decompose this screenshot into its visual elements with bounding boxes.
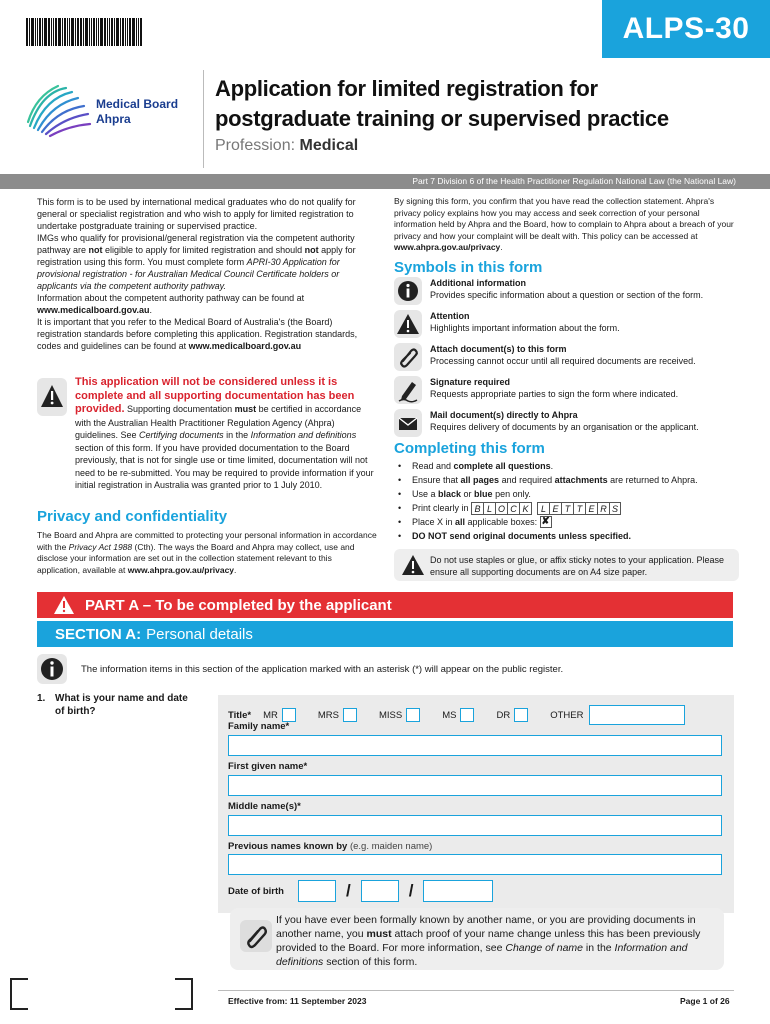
list-item: • DO NOT send original documents unless specified.	[394, 529, 739, 543]
warning-block: This application will not be considered unless it is complete and all supporting documentation has been provided. Supporting documentation must be certified in accordance with the Australian Health Practitioner Regulation Agency (Ahpra) guidelines. See Certifying documents in the Information and definitions section of this form. If you have provided documentation to the Board previously, that is not for single use or time limited, documentation will not need to be re-submitted. You may be required to provide information if your initial registration in Australia was granted prior to 1 July 2010.	[37, 376, 377, 492]
symbols-heading: Symbols in this form	[394, 258, 543, 276]
question-1: 1. What is your name and date of birth?	[37, 693, 188, 717]
barcode-bar	[127, 18, 128, 46]
part-a-banner: PART A – To be completed by the applicant	[37, 592, 733, 618]
crop-mark-right	[175, 978, 193, 1010]
barcode	[26, 18, 162, 46]
barcode-bar	[136, 18, 137, 46]
section-a-banner: SECTION A: Personal details	[37, 621, 733, 647]
middle-names-label: Middle name(s)*	[228, 801, 301, 812]
right-column	[394, 196, 739, 581]
symbol-additional-info: Additional information Provides specific information about a question or section of the form.	[394, 277, 739, 305]
barcode-bar	[55, 18, 57, 46]
title-dr-checkbox[interactable]	[514, 708, 528, 722]
barcode-bar	[96, 18, 97, 46]
name-change-attach-note: If you have ever been formally known by another name, or you are providing documents in another name, you must attach proof of your name change unless this has been previously provided to the Board. For more information, see Change of name in the Information and definitions section of this form.	[230, 908, 724, 970]
title-miss-checkbox[interactable]	[406, 708, 420, 722]
middle-names-field[interactable]	[228, 815, 722, 836]
paperclip-icon	[240, 920, 272, 952]
effective-date: Effective from: 11 September 2023	[228, 996, 367, 1006]
symbol-mail: Mail document(s) directly to Ahpra Requires delivery of documents by an organisation or the applicant.	[394, 409, 739, 437]
form-code-badge: ALPS-30	[602, 0, 770, 58]
barcode-bar	[58, 18, 61, 46]
barcode-bar	[62, 18, 63, 46]
barcode-bar	[85, 18, 88, 46]
law-reference-bar: Part 7 Division 6 of the Health Practitioner Regulation National Law (the National Law)	[0, 174, 770, 189]
completing-list	[394, 459, 739, 543]
barcode-bar	[29, 18, 30, 46]
warning-red-text: This application will not be considered unless it is complete and all supporting documentation has been provided.	[75, 376, 355, 415]
page-number: Page 1 of 26	[680, 996, 730, 1006]
list-item: • Use a black or blue pen only.	[394, 487, 739, 501]
privacy-paragraph: The Board and Ahpra are committed to protecting your personal information in accordance with the Privacy Act 1988 (Cth). The ways the Board and Ahpra may collect, use and disclose your information are set out in the collection statement relevant to this application, available at www.ahpra.gov.au/privacy.	[37, 530, 377, 575]
barcode-bar	[132, 18, 135, 46]
barcode-bar	[69, 18, 70, 46]
barcode-bar	[44, 18, 47, 46]
intro-paragraph-3: Information about the competent authority pathway can be found at www.medicalboard.gov.au.	[37, 293, 305, 315]
pen-icon	[394, 376, 422, 404]
symbol-attention: Attention Highlights important information about the form.	[394, 310, 739, 338]
header-divider	[203, 70, 204, 168]
barcode-bar	[83, 18, 84, 46]
x-checkbox-sample: ✘	[541, 516, 550, 528]
barcode-bar	[37, 18, 38, 46]
block-letters-sample: B L O C K L E T T E R S	[471, 502, 621, 515]
footer-divider	[218, 990, 734, 991]
barcode-bar	[71, 18, 74, 46]
barcode-bar	[89, 18, 90, 46]
info-icon	[37, 654, 67, 684]
barcode-bar	[80, 18, 82, 46]
barcode-bar	[107, 18, 108, 46]
barcode-bar	[31, 18, 34, 46]
barcode-bar	[111, 18, 113, 46]
signing-statement: By signing this form, you confirm that you have read the collection statement. Ahpra's privacy policy explains how you may access and seek correction of your personal information held by Ahpra and the Board, how to complain to Ahpra about a breach of your privacy and how your complaint will be dealt with. This policy can be accessed at www.ahpra.gov.au/privacy.	[394, 196, 734, 252]
warning-icon	[394, 310, 422, 338]
barcode-bar	[129, 18, 131, 46]
staples-note: Do not use staples or glue, or affix sticky notes to your application. Please ensure all supporting documents are on A4 size paper.	[394, 549, 739, 581]
previous-names-label: Previous names known by (e.g. maiden name)	[228, 841, 433, 852]
list-item: • Ensure that all pages and required attachments are returned to Ahpra.	[394, 473, 739, 487]
barcode-bar	[98, 18, 99, 46]
barcode-bar	[100, 18, 103, 46]
family-name-field[interactable]	[228, 735, 722, 756]
dob-day-field[interactable]	[298, 880, 336, 902]
first-name-label: First given name*	[228, 761, 308, 772]
title-mr-checkbox[interactable]	[282, 708, 296, 722]
date-of-birth-row: Date of birth / /	[228, 880, 497, 902]
completing-heading: Completing this form	[394, 440, 545, 457]
public-register-notice: The information items in this section of the application marked with an asterisk (*) will appear on the public register.	[37, 654, 733, 684]
form-title: Application for limited registration for postgraduate training or supervised practice	[215, 76, 669, 131]
barcode-bar	[53, 18, 54, 46]
privacy-link[interactable]: www.ahpra.gov.au/privacy	[127, 564, 235, 575]
info-icon	[394, 277, 422, 305]
barcode-bar	[125, 18, 126, 46]
symbol-signature: Signature required Requests appropriate parties to sign the form where indicated.	[394, 376, 739, 404]
barcode-bar	[35, 18, 36, 46]
barcode-bar	[120, 18, 121, 46]
warning-icon	[53, 595, 75, 615]
barcode-bar	[48, 18, 50, 46]
barcode-bar	[138, 18, 139, 46]
intro-paragraph-4: It is important that you refer to the Medical Board of Australia's (the Board) registration standards before completing this application. Registration standards, codes and guidelines can be found at www.medicalboard.gov.au	[37, 317, 358, 351]
barcode-bar	[122, 18, 124, 46]
barcode-bar	[91, 18, 92, 46]
medicalboard-link-2[interactable]: www.medicalboard.gov.au	[188, 341, 302, 351]
barcode-bar	[67, 18, 68, 46]
paperclip-icon	[394, 343, 422, 371]
first-name-field[interactable]	[228, 775, 722, 796]
barcode-bar	[104, 18, 106, 46]
dob-year-field[interactable]	[423, 880, 493, 902]
intro-paragraph-1: This form is to be used by international medical graduates who do not qualify for general or specialist registration and who wish to apply for limited registration to undertake postgraduate training or supervised practice.	[37, 197, 356, 231]
barcode-bar	[51, 18, 52, 46]
intro-column	[37, 196, 377, 352]
symbol-attach: Attach document(s) to this form Processing cannot occur until all required documents are received.	[394, 343, 739, 371]
title-mrs-checkbox[interactable]	[343, 708, 357, 722]
warning-icon	[400, 552, 426, 578]
crop-mark-left	[10, 978, 28, 1010]
privacy-policy-link[interactable]: www.ahpra.gov.au/privacy	[394, 242, 501, 252]
barcode-bar	[64, 18, 66, 46]
title-ms-checkbox[interactable]	[460, 708, 474, 722]
logo-text: Medical Board Ahpra	[96, 97, 179, 126]
barcode-bar	[77, 18, 79, 46]
list-item: • Place X in all applicable boxes: ✘	[394, 515, 739, 529]
barcode-bar	[114, 18, 115, 46]
barcode-bar	[109, 18, 110, 46]
barcode-bar	[140, 18, 142, 46]
list-item: • Read and complete all questions.	[394, 459, 739, 473]
title-other-input[interactable]	[589, 705, 685, 725]
title-row: Title* MR MRS MISS MS DR OTHER	[228, 705, 685, 725]
barcode-bar	[93, 18, 95, 46]
intro-paragraph-2: IMGs who qualify for provisional/general registration via the competent authority pathway are not eligible to apply for limited registration and should not apply for registration using this form. You must complete form APRI-30 Application for provisional registration - for Australian Medical Council Certificate holders or applicants via the competent authority pathway.	[37, 233, 356, 291]
barcode-bar	[26, 18, 28, 46]
warning-icon	[37, 378, 67, 416]
name-dob-form	[218, 695, 734, 913]
medicalboard-link[interactable]: www.medicalboard.gov.au	[37, 305, 150, 315]
profession-line: Profession: Medical	[215, 137, 359, 154]
previous-names-field[interactable]	[228, 854, 722, 875]
family-name-label: Family name*	[228, 721, 290, 732]
barcode-bar	[39, 18, 41, 46]
dob-month-field[interactable]	[361, 880, 399, 902]
barcode-bar	[116, 18, 119, 46]
list-item: • Print clearly in B L O C K L E T T E R S	[394, 501, 739, 515]
mail-icon	[394, 409, 422, 437]
privacy-heading: Privacy and confidentiality	[37, 508, 228, 525]
barcode-bar	[75, 18, 76, 46]
barcode-bar	[42, 18, 43, 46]
